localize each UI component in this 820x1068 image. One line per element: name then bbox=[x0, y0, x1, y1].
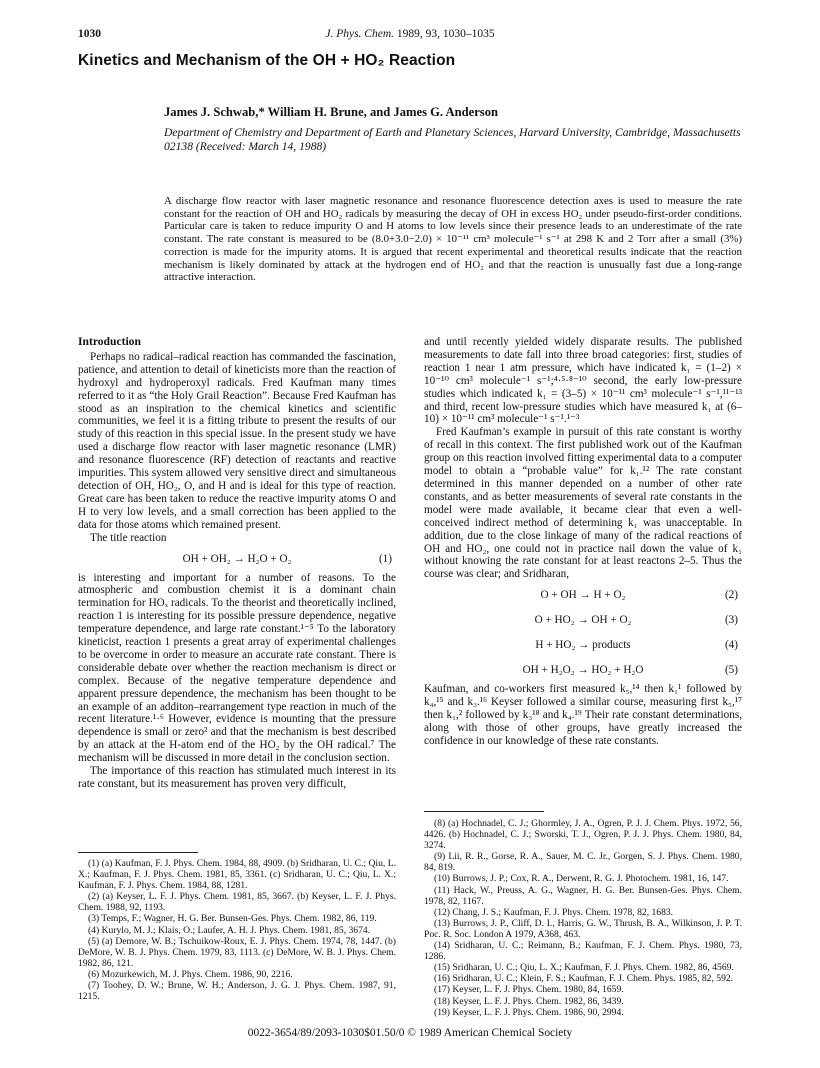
reference-item: (16) Sridharan, U. C.; Klein, F. S.; Kaufman, F. J. Chem. Phys. 1985, 82, 592. bbox=[434, 973, 734, 985]
reference-item: (5) (a) Demore, W. B.; Tschuikow-Roux, E. J. Phys. Chem. 1974, 78, 1447. (b) DeMore, W. B. J. Phys. Chem. 1979, 83, 1113. (c) DeMore, W. B. J. Phys. Chem. 1982, 86, 121. bbox=[78, 935, 396, 969]
reference-item: (2) (a) Keyser, L. F. J. Phys. Chem. 1981, 85, 3667. (b) Keyser, L. F. J. Phys. Chem. 1988, 92, 1193. bbox=[78, 891, 396, 914]
article-title: Kinetics and Mechanism of the OH + HO₂ Reaction bbox=[78, 52, 456, 69]
references-left bbox=[78, 858, 396, 1002]
page-number: 1030 bbox=[78, 28, 101, 40]
equation-number: (3) bbox=[724, 614, 738, 627]
abstract bbox=[164, 195, 742, 284]
paragraph: The importance of this reaction has stimulated much interest in its rate constant, but its measurement has proven very difficult, bbox=[78, 765, 396, 790]
equation-5 bbox=[424, 660, 742, 681]
equation-text: O + HO₂ → OH + O₂ bbox=[534, 614, 632, 627]
equation-number: (2) bbox=[724, 589, 738, 602]
abstract-text: A discharge flow reactor with laser magnetic resonance and resonance fluorescence detection axes is used to measure the rate constant for the reaction of OH and HO₂ radicals by measuring the decay of OH in excess HO₂ under pseudo-first-order conditions. Particular care is taken to reduce impurity O and H atoms to low levels since their presence leads to an underestimate of the rate constant. The rate constant is measured to be (8.0+3.0−2.0) × 10⁻¹¹ cm³ molecule⁻¹ s⁻¹ at 298 K and 2 Torr after a small (3%) correction is made for the impurity atoms. It is argued that recent experimental and theoretical results indicate that the reaction mechanism is likely dominated by attack at the hydrogen end of HO₂ and that the reaction is unusually fast due a long-range attractive interaction. bbox=[164, 195, 742, 284]
author-list: James J. Schwab,* William H. Brune, and James G. Anderson bbox=[164, 105, 499, 119]
reference-item: (7) Toohey, D. W.; Brune, W. H.; Anderson, J. G. J. Phys. Chem. 1987, 91, 1215. bbox=[78, 980, 396, 1003]
journal-citation bbox=[78, 28, 742, 40]
reference-item: (13) Burrows, J. P., Cliff, D. I., Harris, G. W., Thrush, B. A., Wilkinson, J. P. T. Poc. R. Soc. London A 1979, A368, 463. bbox=[424, 917, 742, 940]
reference-item: (4) Kurylo, M. J.; Klais, O.; Laufer, A. H. J. Phys. Chem. 1981, 85, 3674. bbox=[88, 924, 371, 936]
copyright-footer: 0022-3654/89/2093-1030$01.50/0 © 1989 American Chemical Society bbox=[247, 1027, 573, 1039]
equation-text: O + OH → H + O₂ bbox=[540, 589, 626, 602]
equation-text: H + HO₂ → products bbox=[535, 639, 631, 652]
equation-text: OH + OH₂ → H₂O + O₂ bbox=[182, 552, 292, 565]
footnote-divider bbox=[78, 852, 198, 853]
paragraph: The title reaction bbox=[90, 531, 167, 544]
reference-item: (19) Keyser, L. F. J. Phys. Chem. 1986, 90, 2994. bbox=[434, 1006, 624, 1018]
left-column bbox=[78, 336, 396, 791]
right-column bbox=[424, 336, 742, 748]
paragraph: and until recently yielded widely disparate results. The published measurements to date fall into three broad categories: first, studies of reaction 1 near 1 atm pressure, which have indicated k₁ = (1–2) × 10⁻¹⁰ cm³ molecule⁻¹ s⁻¹;⁴·⁵·⁸⁻¹⁰ second, the early low-pressure studies which indicated k₁ = (3–5) × 10⁻¹¹ cm³ molecule⁻¹ s⁻¹,¹¹⁻¹³ and third, recent low-pressure studies which have measured k₁ at (6–10) × 10⁻¹¹ cm³ molecule⁻¹ s⁻¹.¹⁻³ bbox=[424, 336, 742, 426]
reference-item: (1) (a) Kaufman, F. J. Phys. Chem. 1984, 88, 4909. (b) Sridharan, U. C.; Qiu, L. X.; Kaufman, F. J. Phys. Chem. 1981, 85, 3361. (c) Sridharan, U. C.; Qiu, L. X.; Kaufman, F. J. Phys. Chem. 1984, 88, 1281. bbox=[78, 858, 396, 892]
reference-item: (6) Mozurkewich, M. J. Phys. Chem. 1986, 90, 2216. bbox=[88, 968, 293, 980]
reference-item: (15) Sridharan, U. C.; Qiu, L. X.; Kaufman, F. J. Phys. Chem. 1982, 86, 4569. bbox=[434, 962, 734, 974]
paragraph: Perhaps no radical–radical reaction has commanded the fascination, patience, and attention to detail of kineticists more than the reaction of hydroxyl and hydroperoxyl radicals. Fred Kaufman many times referred to it as “the Holy Grail Reaction”. Because Fred Kaufman has stood as an inspiration to the chemical kinetics and scientific communities, we feel it is a fitting tribute to present the results of our study of this reaction in this special issue. In the present study we have used a discharge flow reactor with laser magnetic resonance (LMR) and resonance fluorescence (RF) detection of reactants and reactive impurities. This system allowed very sensitive direct and simultaneous detection of OH, HO₂, O, and H and is ideal for this type of reaction. Great care has been taken to reduce the reactive impurity atoms O and H to very low levels, and a small correction has been applied to the data for those atoms which remained present. bbox=[78, 350, 396, 531]
section-heading-introduction: Introduction bbox=[78, 335, 141, 348]
equation-1 bbox=[78, 549, 396, 570]
equation-number: (4) bbox=[724, 639, 738, 652]
footnote-divider bbox=[424, 811, 544, 812]
paragraph: Fred Kaufman’s example in pursuit of this rate constant is worthy of recall in this context. The first published work out of the Kaufman group on this reaction involved fitting experimental data to a computer model to obtain a “probable value” for k₁.¹² The rate constant determined in this manner depended on a number of other rate constants, and as better measurements of several rate constants in the model were made available, it became clear that even a well-conceived indirect method of determining k₁ was unacceptable. In addition, due to the close linkage of many of the radical reactions of OH and HO₂, one could not in practice nail down the value of k₁ without knowing the rate constant for at least reactons 2–5. Thus the course was clear; and Sridharan, bbox=[424, 426, 742, 581]
paragraph: is interesting and important for a number of reasons. To the atmospheric and combustion chemist it is a dominant chain termination for HOₓ radicals. To the theorist and theoretically inclined, reaction 1 is interesting for its possible pressure dependence, negative temperature dependence, and large rate constant.¹⁻⁵ To the laboratory kineticist, reaction 1 presents a great array of experimental challenges to be overcome in order to measure an accurate rate constant. There is considerable debate over whether the reaction mechanism is direct or complex. Because of the negative temperature dependence and apparent pressure dependence, the mechanism has been thought to be an example of an additon–rearrangement type reaction in much of the recent literature.¹·⁶ However, evidence is mounting that the pressure dependence is small or zero² and that the mechanism is best described by an attack at the H-atom end of the HO₂ by the OH radical.⁷ The mechanism will be discussed in more detail in the conclusion section. bbox=[78, 571, 396, 765]
running-header bbox=[78, 28, 742, 44]
reference-item: (3) Temps, F.; Wagner, H. G. Ber. Bunsen-Ges. Phys. Chem. 1982, 86, 119. bbox=[88, 913, 377, 925]
paragraph: Kaufman, and co-workers first measured k₅,¹⁴ then k₁¹ followed by k₄,¹⁵ and k₃.¹⁶ Keyser followed a similar course, measuring first k₅,¹⁷ then k₁,² followed by k₃¹⁸ and k₄.¹⁹ Their rate constant determinations, along with those of other groups, have greatly increased the confidence in our knowledge of these rate constants. bbox=[424, 683, 742, 747]
affiliation: Department of Chemistry and Department of Earth and Planetary Sciences, Harvard University, Cambridge, Massachusetts 02138 (Received: March 14, 1988) bbox=[164, 126, 741, 153]
reference-item: (12) Chang, J. S.; Kaufman, F. J. Phys. Chem. 1978, 82, 1683. bbox=[434, 906, 674, 918]
reference-item: (17) Keyser, L. F. J. Phys. Chem. 1980, 84, 1659. bbox=[434, 984, 624, 996]
reference-item: (14) Sridharan, U. C.; Reimann, B.; Kaufman, F. J. Chem. Phys. 1980, 73, 1286. bbox=[424, 940, 742, 963]
reference-item: (11) Hack, W., Preuss, A. G., Wagner, H. G. Ber. Bunsen-Ges. Phys. Chem. 1978, 82, 1167. bbox=[424, 884, 742, 907]
reference-item: (18) Keyser, L. F. J. Phys. Chem. 1982, 86, 3439. bbox=[434, 995, 624, 1007]
journal-volume: 1989, 93, 1030–1035 bbox=[394, 28, 495, 40]
journal-name: J. Phys. Chem. bbox=[325, 28, 395, 40]
reference-item: (9) Lii, R. R., Gorse, R. A., Sauer, M. C. Jr., Gorgen, S. J. Phys. Chem. 1980, 84, 819. bbox=[424, 851, 742, 874]
reference-item: (8) (a) Hochnadel, C. J.; Ghormley, J. A., Ogren, P. J. J. Chem. Phys. 1972, 56, 4426. (b) Hochnadel, C. J.; Sworski, T. J., Ogren, P. J. J. Phys. Chem. 1980, 84, 3274. bbox=[424, 818, 742, 852]
reference-item: (10) Burrows, J. P.; Cox, R. A., Derwent, R. G. J. Photochem. 1981, 16, 147. bbox=[434, 873, 729, 885]
equation-3 bbox=[424, 610, 742, 631]
equation-number: (1) bbox=[378, 552, 392, 565]
equation-text: OH + H₂O₂ → HO₂ + H₂O bbox=[522, 664, 644, 677]
references-right bbox=[424, 818, 742, 1018]
equation-4 bbox=[424, 635, 742, 656]
equation-number: (5) bbox=[724, 664, 738, 677]
equation-2 bbox=[424, 585, 742, 606]
